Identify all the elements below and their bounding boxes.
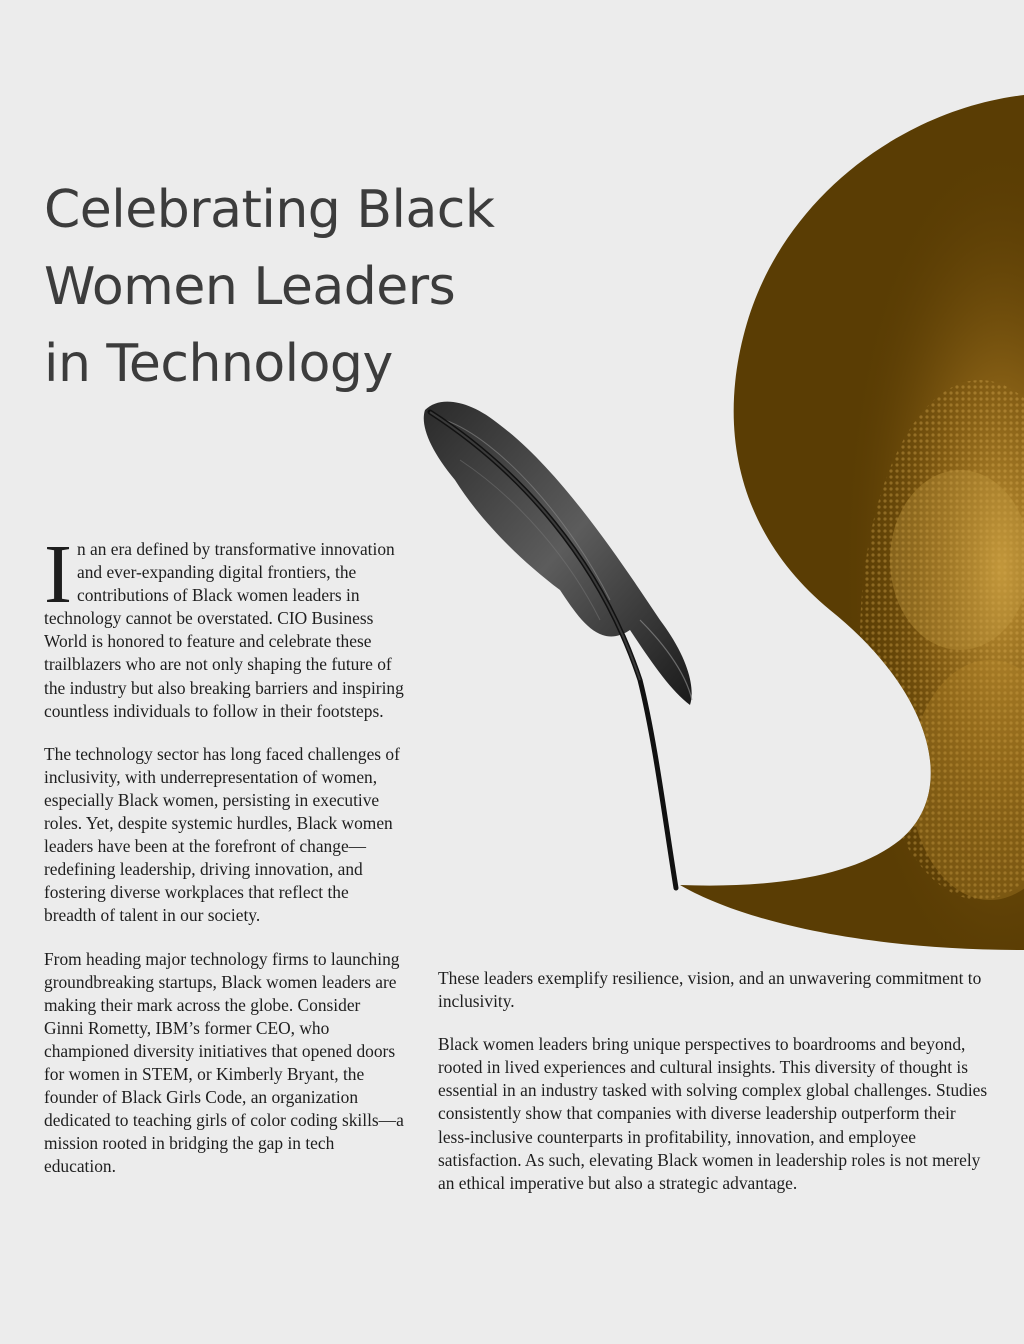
article-right-column bbox=[438, 967, 988, 1215]
paragraph-2: The technology sector has long faced challenges of inclusivity, with underrepresentation of women, especially Black women, persisting in executive roles. Yet, despite systemic hurdles, Black women leaders have been at the forefront of change—redefining leadership, driving innovation, and fostering diverse workplaces that reflect the breadth of talent in our society. bbox=[44, 743, 400, 926]
title-line-3: in Technology bbox=[44, 334, 393, 394]
feather-illustration bbox=[424, 402, 692, 888]
title-line-1: Celebrating Black bbox=[44, 180, 495, 240]
paragraph-4: These leaders exemplify resilience, vision, and an unwavering commitment to inclusivity. bbox=[438, 968, 982, 1012]
paragraph-5: Black women leaders bring unique perspectives to boardrooms and beyond, rooted in lived experiences and cultural insights. This diversity of thought is essential in an industry tasked with solving complex global challenges. Studies consistently show that companies with diverse leadership outperform their less-inclusive counterparts in profitability, innovation, and employee satisfaction. As such, elevating Black women in leadership roles is not merely an ethical imperative but also a strategic advantage. bbox=[438, 1034, 988, 1193]
gold-shape bbox=[680, 95, 1024, 955]
title-line-2: Women Leaders bbox=[44, 257, 456, 317]
article-left-column bbox=[44, 528, 404, 1198]
intro-paragraph bbox=[44, 528, 404, 723]
page-title bbox=[44, 172, 644, 403]
drop-cap: I bbox=[44, 528, 72, 621]
intro-paragraph-text: n an era defined by transformative innovation and ever-expanding digital frontiers, the contributions of Black women leaders in technology cannot be overstated. CIO Business World is honored to feature and celebrate these trailblazers who are not only shaping the future of the industry but also breaking barriers and inspiring countless individuals to follow in their footsteps. bbox=[44, 539, 404, 721]
paragraph-3: From heading major technology firms to launching groundbreaking startups, Black women leaders are making their mark across the globe. Consider Ginni Rometty, IBM’s former CEO, who championed diversity initiatives that opened doors for women in STEM, or Kimberly Bryant, the founder of Black Girls Code, an organization dedicated to teaching girls of color coding skills—a mission rooted in bridging the gap in tech education. bbox=[44, 948, 404, 1177]
